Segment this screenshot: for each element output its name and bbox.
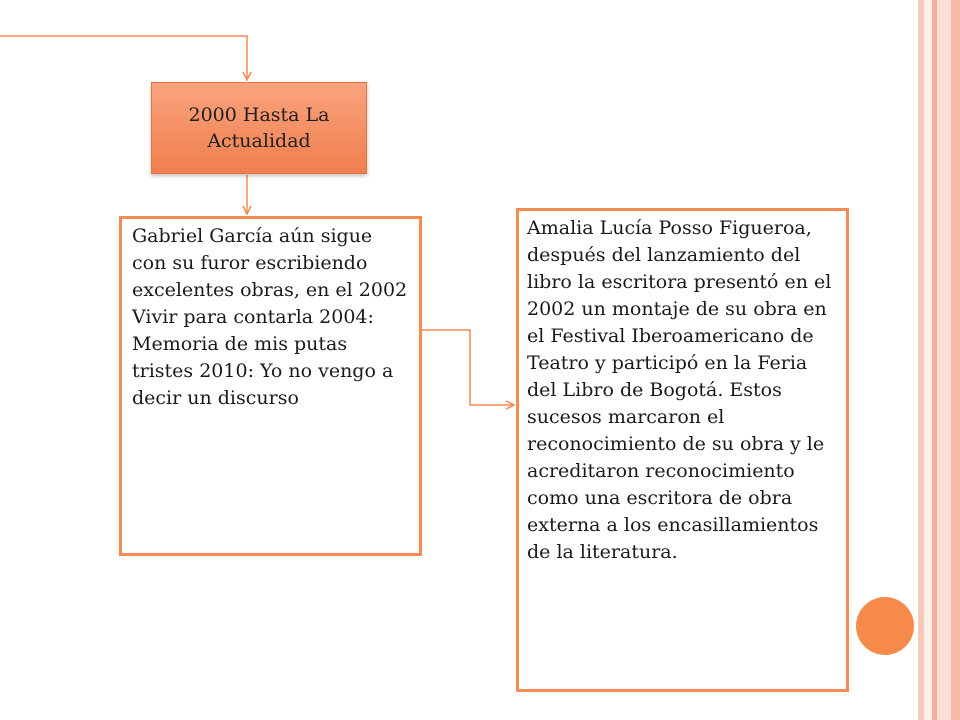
decor-circle	[856, 597, 914, 655]
connector-left-to-right	[422, 330, 514, 405]
connector-top	[0, 36, 247, 80]
garcia-text-box	[119, 216, 422, 556]
garcia-text: Gabriel García aún sigue con su furor escribiendo excelentes obras, en el 2002 Vivir para contarla 2004: Memoria de mis putas tristes 2010: Yo no vengo a decir un discurso	[132, 225, 408, 409]
posso-text-box	[516, 208, 849, 692]
period-title-box	[151, 82, 367, 174]
period-title: 2000 Hasta La Actualidad	[188, 104, 330, 152]
posso-text: Amalia Lucía Posso Figueroa, después del lanzamiento del libro la escritora presentó en el 2002 un montaje de su obra en el Festival Iberoamericano de Teatro y participó en la Feria del Libro de Bogotá. Estos sucesos marcaron el reconocimiento de su obra y le acreditaron reconocimiento como una escritora de obra externa a los encasillamientos de la literatura.	[527, 217, 832, 563]
